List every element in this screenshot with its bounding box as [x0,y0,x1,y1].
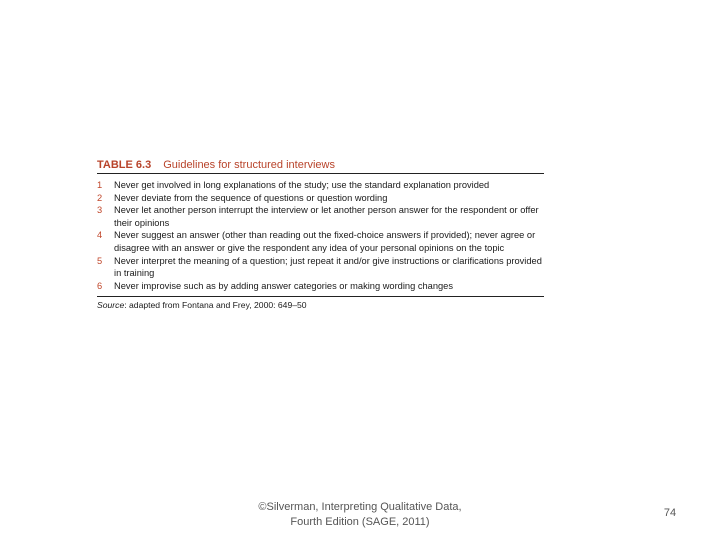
row-text: Never suggest an answer (other than reading out the fixed-choice answers if provided); never agree or disagree with an answer or give the respondent any idea of your personal opinions on the topic [114,230,536,253]
table-row [97,280,544,293]
row-number: 5 [97,255,103,266]
row-number: 1 [97,180,103,190]
row-number: 2 [97,192,103,203]
table-title [97,157,544,173]
page-number: 74 [663,507,677,519]
bottom-rule [97,296,544,297]
footer-line-1: ©Silverman, Interpreting Qualitative Data, [258,501,462,513]
table-row [97,179,544,192]
row-text: Never let another person interrupt the interview or let another person answer for the respondent or offer their opinions [114,205,539,228]
table-caption: Guidelines for structured interviews [163,159,335,171]
row-number: 3 [97,205,103,216]
row-text: Never deviate from the sequence of questions or question wording [114,192,388,203]
table-rows [97,174,544,296]
footer-line-2: Fourth Edition (SAGE, 2011) [290,516,430,528]
table-row [97,229,544,254]
table-row [97,255,544,280]
row-text: Never improvise such as by adding answer categories or making wording changes [114,280,453,291]
table-label: TABLE 6.3 [97,159,152,171]
source-text: : adapted from Fontana and Frey, 2000: 649–50 [124,300,307,311]
row-text: Never interpret the meaning of a question; just repeat it and/or give instructions or clarifications provided in training [114,255,542,279]
row-text: Never get involved in long explanations of the study; use the standard explanation provided [114,180,490,190]
table-source [97,300,544,310]
table-row [97,192,544,205]
table-row [97,204,544,229]
row-number: 6 [97,280,103,291]
slide-footer [240,500,480,530]
source-label: Source [97,300,125,311]
row-number: 4 [97,230,103,241]
guidelines-table [97,157,544,310]
